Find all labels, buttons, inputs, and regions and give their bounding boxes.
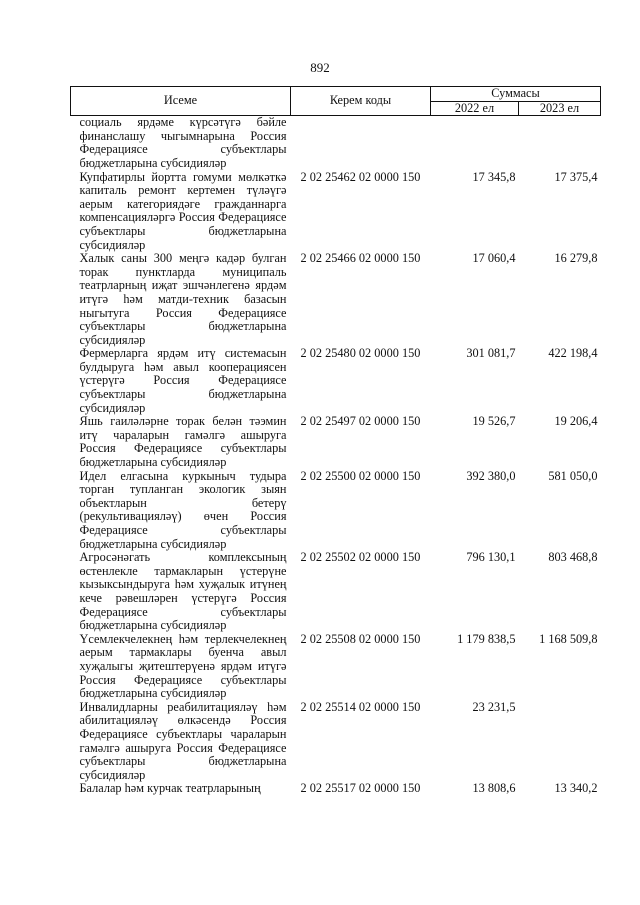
row-code: 2 02 25462 02 0000 150 (300, 169, 421, 184)
row-sum-2022: 392 380,0 (466, 468, 516, 483)
row-code: 2 02 25508 02 0000 150 (300, 631, 421, 646)
table-row (71, 470, 601, 552)
table-row (71, 633, 601, 701)
header-name: Исеме (71, 87, 291, 116)
budget-table (70, 86, 601, 796)
row-name: Идел елгасына куркыныч тудыра торган тупланган экологик зыян объектларын бетерү (рекультивацияләү) өчен Россия Федерациясе субъектлары бюджетларына субсидияләр (79, 468, 287, 551)
row-name: Яшь гаиләләрне торак белән тәэмин итү чараларын гамәлгә ашыруга Россия Федерациясе субъектлары бюджетларына субсидияләр (79, 414, 287, 470)
row-code: 2 02 25514 02 0000 150 (300, 699, 421, 714)
row-sum-2023: 13 340,2 (554, 781, 598, 796)
table-row (71, 252, 601, 347)
table-header (71, 87, 601, 116)
row-sum-2023 (519, 116, 601, 171)
row-name: Үсемлекчелекнең һәм терлекчелекнең аерым тармаклары буенча авыл хуҗалыгы җитештерүенә ярдәм итүгә Россия Федерациясе субъектлары бюджетларына субсидияләр (79, 631, 287, 701)
row-sum-2023: 422 198,4 (548, 346, 598, 361)
header-year-2022: 2022 ел (431, 101, 519, 116)
header-year-2023: 2023 ел (519, 101, 601, 116)
header-code: Керем коды (291, 87, 431, 116)
row-name: Купфатирлы йортта гомуми мөлкәткә капиталь ремонт кертемен түләүгә аерым категориядәге гражданнарга компенсацияләргә Россия Федерациясе субъектлары бюджетларына субсидияләр (79, 169, 287, 252)
row-sum-2022: 23 231,5 (472, 699, 516, 714)
row-code: 2 02 25480 02 0000 150 (300, 346, 421, 361)
table-row (71, 782, 601, 796)
table-row (71, 347, 601, 415)
row-sum-2022: 796 130,1 (466, 550, 516, 565)
row-sum-2022: 13 808,6 (472, 781, 516, 796)
table-row (71, 551, 601, 633)
row-sum-2023: 17 375,4 (554, 169, 598, 184)
row-sum-2022: 301 081,7 (466, 346, 516, 361)
row-name: Инвалидларны реабилитацияләү һәм абилитацияләү өлкәсендә Россия Федерациясе субъектлары чараларын гамәлгә ашыруга Россия Федерациясе субъектлары бюджетларына субсидияләр (79, 699, 287, 782)
table-row (71, 701, 601, 783)
row-sum-2022: 17 345,8 (472, 169, 516, 184)
row-name: Балалар һәм курчак театрларының (79, 781, 261, 796)
row-name: Халык саны 300 меңгә кадәр булган торак пунктларда муниципаль театрларның иҗат эшчәнлегенә ярдәм итүгә һәм матди-техник базасын ныгытуга Россия Федерациясе субъектлары бюджетларына субсидияләр (79, 251, 287, 347)
table-row (71, 116, 601, 171)
page-number: 892 (310, 60, 330, 75)
row-sum-2022: 19 526,7 (472, 414, 516, 429)
row-name: социаль ярдәме күрсәтүгә бәйле финанслашу чыгымнарына Россия Федерациясе субъектлары бюджетларына субсидияләр (79, 115, 287, 170)
row-sum-2022: 17 060,4 (472, 251, 516, 266)
row-sum-2023: 803 468,8 (548, 550, 598, 565)
header-sums: Суммасы (431, 87, 601, 102)
row-name: Агросәнәгать комплексының өстенлекле тармакларын үстерүне кызыксындыруга һәм хуҗалык итүнең кече рәвешләрен үстерүгә Россия Федерациясе субъектлары бюджетларына субсидияләр (79, 550, 287, 633)
row-code: 2 02 25517 02 0000 150 (300, 781, 421, 796)
table-body (71, 116, 601, 796)
row-code: 2 02 25500 02 0000 150 (300, 468, 421, 483)
row-code: 2 02 25502 02 0000 150 (300, 550, 421, 565)
row-sum-2023 (519, 701, 601, 783)
row-sum-2023: 1 168 509,8 (539, 631, 598, 646)
row-sum-2023: 19 206,4 (554, 414, 598, 429)
row-code: 2 02 25466 02 0000 150 (300, 251, 421, 266)
row-name: Фермерларга ярдәм итү системасын булдыруга һәм авыл кооперациясен үстерүгә Россия Федерациясе субъектлары бюджетларына субсидияләр (79, 346, 287, 415)
row-sum-2023: 16 279,8 (554, 251, 598, 266)
table-row (71, 415, 601, 469)
row-sum-2022: 1 179 838,5 (457, 631, 516, 646)
table-row (71, 171, 601, 253)
row-code: 2 02 25497 02 0000 150 (300, 414, 421, 429)
row-sum-2023: 581 050,0 (548, 468, 598, 483)
row-code (291, 116, 431, 171)
row-sum-2022 (431, 116, 519, 171)
